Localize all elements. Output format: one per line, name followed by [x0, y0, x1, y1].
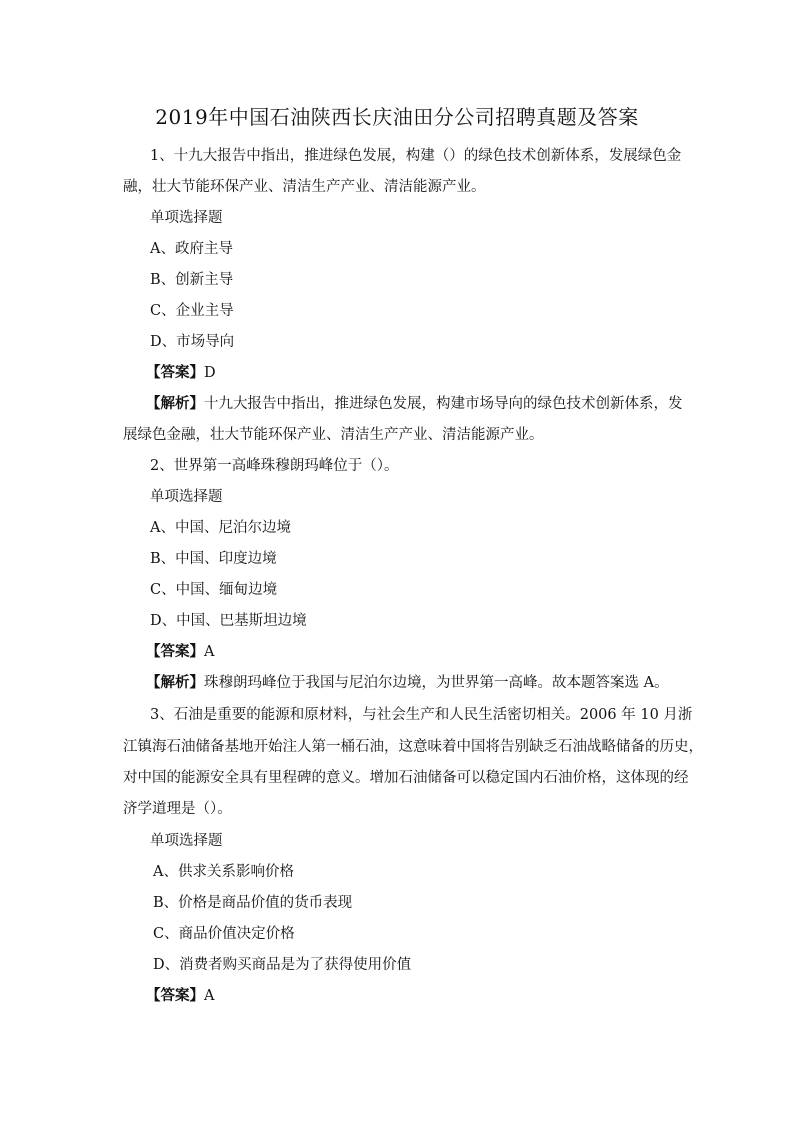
- question-1-option-c: C、企业主导: [150, 303, 234, 319]
- question-1-option-d: D、市场导向: [150, 334, 235, 350]
- answer-label: 【答案】: [146, 643, 204, 660]
- analysis-text: 珠穆朗玛峰位于我国与尼泊尔边境，为世界第一高峰。故本题答案选 A。: [204, 675, 669, 691]
- question-3-text-cont-1: 江镇海石油储备基地开始注人第一桶石油，这意味着中国将告别缺乏石油战略储备的历史，: [123, 739, 703, 755]
- question-3-type: 单项选择题: [150, 833, 223, 849]
- question-3-text-cont-3: 济学道理是（）。: [123, 801, 232, 817]
- question-2-answer: [146, 642, 214, 662]
- question-3-option-a: A、供求关系影响价格: [153, 864, 294, 880]
- answer-value: D: [204, 365, 216, 381]
- question-1-type: 单项选择题: [150, 210, 223, 226]
- question-1-option-b: B、创新主导: [150, 272, 234, 288]
- analysis-text: 十九大报告中指出，推进绿色发展，构建市场导向的绿色技术创新体系，发: [204, 396, 683, 412]
- question-3-text: 3、石油是重要的能源和原材料，与社会生产和人民生活密切相关。2006 年 10 月浙: [150, 707, 693, 723]
- answer-value: A: [204, 988, 215, 1004]
- analysis-label: 【解析】: [146, 674, 204, 691]
- question-3-option-b: B、价格是商品价值的货币表现: [153, 895, 353, 911]
- analysis-label: 【解析】: [146, 395, 204, 412]
- question-2-option-d: D、中国、巴基斯坦边境: [150, 613, 307, 629]
- answer-value: A: [204, 644, 215, 660]
- question-1-analysis: [146, 394, 683, 414]
- answer-label: 【答案】: [146, 987, 204, 1004]
- question-2-option-c: C、中国、缅甸边境: [150, 582, 278, 598]
- answer-label: 【答案】: [146, 364, 204, 381]
- question-2-text: 2、世界第一高峰珠穆朗玛峰位于（）。: [150, 458, 399, 474]
- question-1-analysis-cont: 展绿色金融，壮大节能环保产业、清洁生产产业、清洁能源产业。: [123, 427, 544, 443]
- question-3-option-d: D、消费者购买商品是为了获得使用价值: [153, 957, 412, 973]
- question-1-text-cont: 融，壮大节能环保产业、清洁生产产业、清洁能源产业。: [123, 179, 486, 195]
- question-1-answer: [146, 363, 216, 383]
- document-title: 2019年中国石油陕西长庆油田分公司招聘真题及答案: [155, 105, 639, 129]
- question-3-answer: [146, 986, 214, 1006]
- question-2-option-b: B、中国、印度边境: [150, 551, 277, 567]
- question-3-text-cont-2: 对中国的能源安全具有里程碑的意义。增加石油储备可以稳定国内石油价格，这体现的经: [123, 770, 689, 786]
- question-3-option-c: C、商品价值决定价格: [153, 926, 295, 942]
- question-2-option-a: A、中国、尼泊尔边境: [150, 520, 291, 536]
- question-2-type: 单项选择题: [150, 489, 223, 505]
- question-2-analysis: [146, 673, 669, 693]
- question-1-text: 1、十九大报告中指出，推进绿色发展，构建（）的绿色技术创新体系，发展绿色金: [150, 148, 682, 164]
- question-1-option-a: A、政府主导: [150, 241, 233, 257]
